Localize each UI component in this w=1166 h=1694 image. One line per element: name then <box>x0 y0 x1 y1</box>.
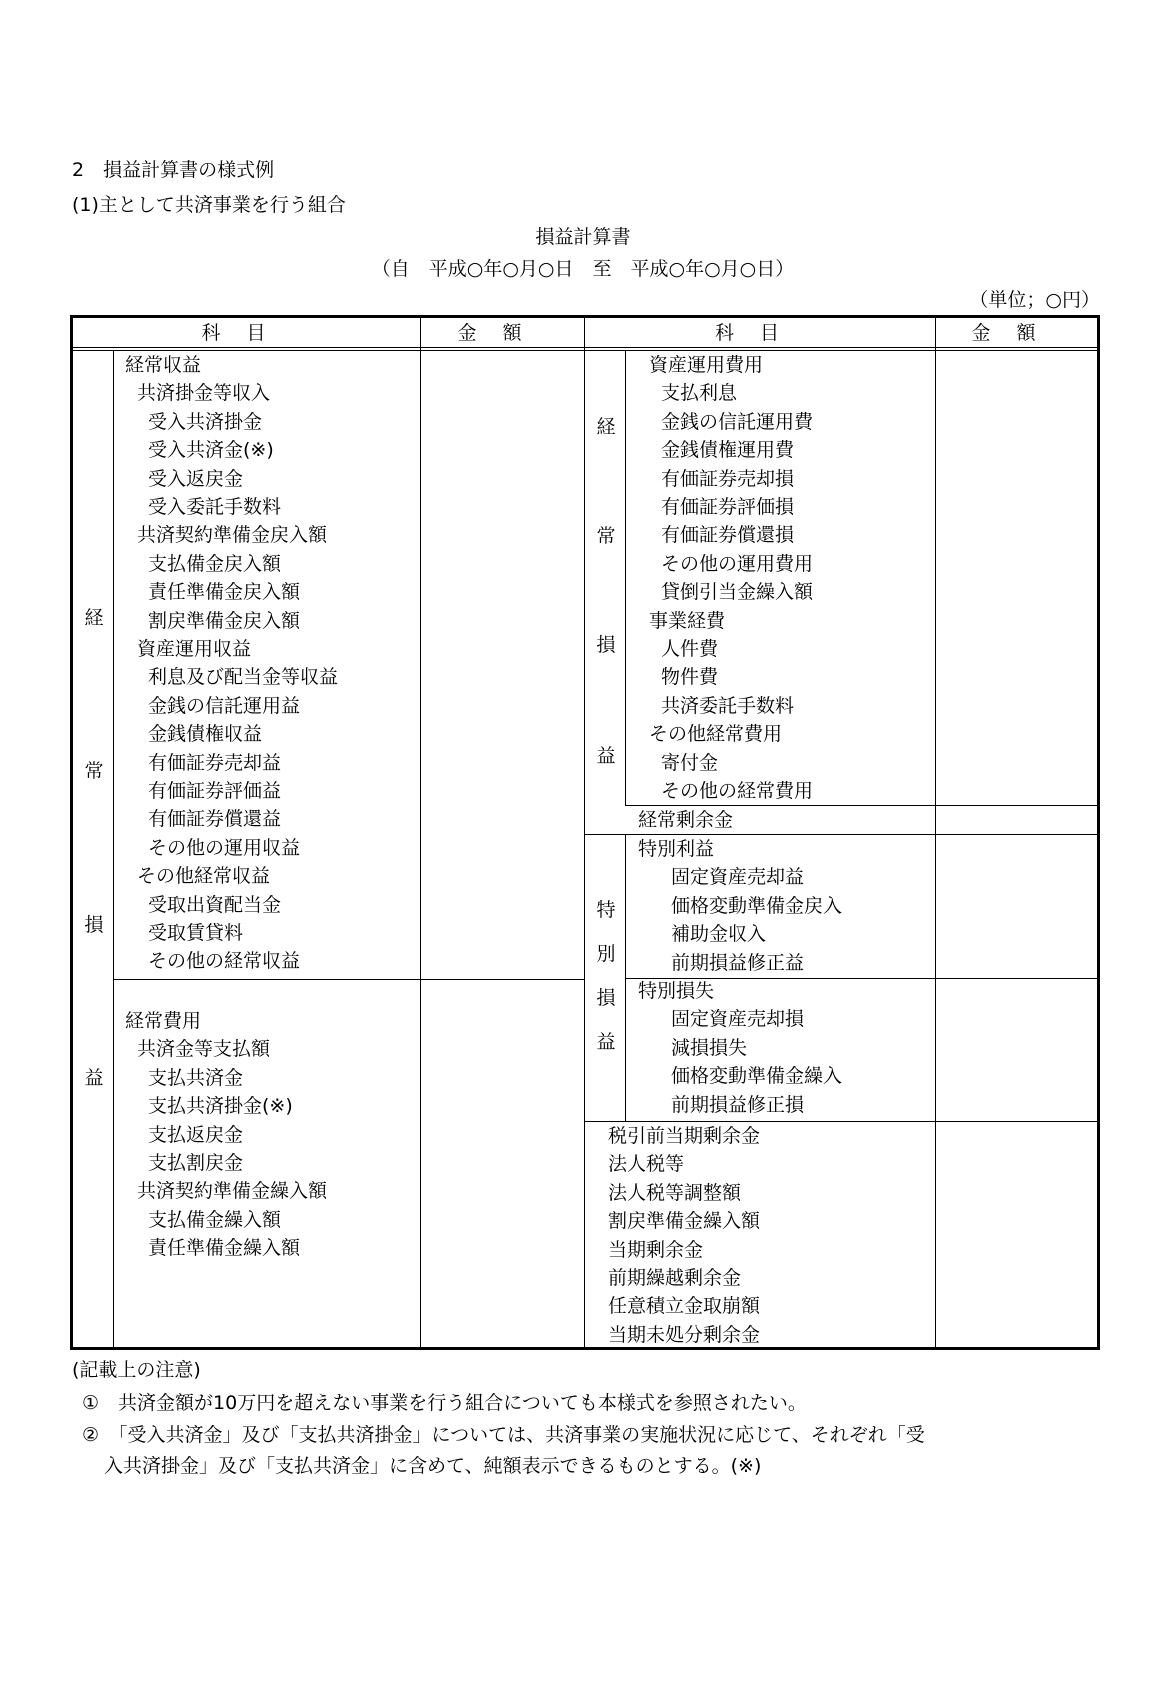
surplus-item: 法人税等 <box>608 1153 685 1176</box>
special-loss-item: 固定資産売却損 <box>671 1008 805 1031</box>
revenue-item: 経常収益 <box>125 354 202 376</box>
ordinary-surplus-row: 経常剰余金 <box>638 809 734 831</box>
note-1: ① 共済金額が10万円を超えない事業を行う組合についても本様式を参照されたい。 <box>82 1392 807 1414</box>
revenue-item: 受入共済掛金 <box>148 410 263 433</box>
vertical-label-special-pl: 損 <box>596 987 616 1009</box>
ordinary-expense-item: 共済委託手数料 <box>661 694 795 717</box>
revenue-item: その他の運用収益 <box>148 836 301 859</box>
ordinary-expense-item: 支払利息 <box>661 382 738 405</box>
surplus-item: 割戻準備金繰入額 <box>608 1210 761 1233</box>
ordinary-expense-item: その他の運用費用 <box>661 552 814 575</box>
special-gain-item: 補助金収入 <box>671 923 767 946</box>
ordinary-expense-item: 貸倒引当金繰入額 <box>661 581 814 604</box>
ordinary-expense-item: その他の経常費用 <box>661 780 814 802</box>
vertical-label-special-pl: 特 <box>596 899 616 921</box>
header-amount-right: 金額 <box>971 322 1062 344</box>
vertical-label-ordinary-loss: 常 <box>596 525 616 547</box>
revenue-item: 受取出資配当金 <box>148 893 282 916</box>
ordinary-expense-item: 金銭債権運用費 <box>661 439 795 462</box>
revenue-item: 共済契約準備金戻入額 <box>137 524 328 547</box>
special-gain-item: 特別利益 <box>638 838 715 860</box>
revenue-item: 支払備金戻入額 <box>148 552 282 575</box>
expense-item: 共済金等支払額 <box>137 1038 271 1061</box>
surplus-item: 前期繰越剰余金 <box>608 1267 742 1289</box>
expense-item: 支払共済金 <box>148 1066 244 1089</box>
surplus-item: 税引前当期剰余金 <box>608 1125 761 1147</box>
vertical-label-ordinary-pl: 損 <box>84 914 104 936</box>
expense-item: 支払返戻金 <box>148 1123 244 1146</box>
revenue-item: 有価証券売却益 <box>148 751 282 774</box>
statement-title: 損益計算書 <box>535 226 631 248</box>
revenue-item: 受入委託手数料 <box>148 496 282 518</box>
surplus-item: 当期剰余金 <box>608 1238 704 1261</box>
section-subheading: (1)主として共済事業を行う組合 <box>72 194 346 216</box>
vertical-label-special-pl: 別 <box>596 943 616 965</box>
vertical-label-ordinary-pl: 益 <box>84 1067 104 1089</box>
ordinary-expense-item: 事業経費 <box>649 609 726 632</box>
revenue-item: 受入共済金(※) <box>148 439 274 462</box>
surplus-item: 法人税等調整額 <box>608 1181 742 1204</box>
revenue-item: 受取賃貸料 <box>148 922 244 944</box>
special-loss-item: 特別損失 <box>638 980 715 1002</box>
statement-period: （自 平成○年○月○日 至 平成○年○月○日） <box>371 258 795 280</box>
special-loss-item: 前期損益修正損 <box>671 1093 805 1116</box>
expense-item: 共済契約準備金繰入額 <box>137 1180 328 1203</box>
ordinary-expense-item: 寄付金 <box>661 751 719 774</box>
expense-item: 支払備金繰入額 <box>148 1208 282 1231</box>
header-subject-left: 科目 <box>201 322 292 344</box>
special-loss-item: 減損損失 <box>671 1036 748 1059</box>
surplus-item: 当期未処分剰余金 <box>608 1323 761 1346</box>
special-gain-item: 固定資産売却益 <box>671 866 805 889</box>
ordinary-expense-item: 物件費 <box>661 666 719 689</box>
revenue-item: 金銭債権収益 <box>148 723 263 746</box>
revenue-item: 受入返戻金 <box>148 467 244 490</box>
expense-item: 責任準備金繰入額 <box>148 1237 301 1260</box>
revenue-item: 利息及び配当金等収益 <box>148 666 339 689</box>
ordinary-expense-item: その他経常費用 <box>649 723 783 746</box>
surplus-item: 任意積立金取崩額 <box>608 1295 761 1318</box>
special-gain-item: 価格変動準備金戻入 <box>671 894 843 917</box>
ordinary-expense-item: 金銭の信託運用費 <box>661 410 814 433</box>
vertical-label-special-pl: 益 <box>596 1031 616 1053</box>
ordinary-expense-item: 有価証券評価損 <box>661 496 795 518</box>
note-2-continued: 入共済掛金」及び「支払共済金」に含めて、純額表示できるものとする。(※) <box>104 1455 762 1477</box>
revenue-item: 資産運用収益 <box>137 638 252 660</box>
revenue-item: 有価証券評価益 <box>148 780 282 802</box>
header-amount-left: 金額 <box>457 322 548 344</box>
revenue-item: その他経常収益 <box>137 865 271 888</box>
ordinary-expense-item: 有価証券売却損 <box>661 467 795 490</box>
vertical-label-ordinary-pl: 経 <box>84 607 104 629</box>
vertical-label-ordinary-loss: 経 <box>596 416 616 438</box>
revenue-item: 責任準備金戻入額 <box>148 581 301 604</box>
revenue-item: 共済掛金等収入 <box>137 382 271 405</box>
revenue-item: 金銭の信託運用益 <box>148 694 301 717</box>
unit-label: （単位；○円） <box>969 289 1100 311</box>
ordinary-expense-item: 人件費 <box>661 638 719 660</box>
expense-item: 支払割戻金 <box>148 1152 244 1174</box>
section-heading: 2 損益計算書の様式例 <box>72 159 275 181</box>
special-gain-item: 前期損益修正益 <box>671 951 805 974</box>
expense-item: 経常費用 <box>125 1010 202 1032</box>
special-loss-item: 価格変動準備金繰入 <box>671 1065 843 1088</box>
header-subject-right: 科目 <box>714 322 805 344</box>
note-2: ② 「受入共済金」及び「支払共済掛金」については、共済事業の実施状況に応じて、それぞれ「受 <box>82 1424 925 1446</box>
vertical-label-ordinary-pl: 常 <box>84 760 104 782</box>
vertical-label-ordinary-loss: 損 <box>596 634 616 656</box>
revenue-item: 割戻準備金戻入額 <box>148 609 301 632</box>
vertical-label-ordinary-loss: 益 <box>596 745 616 767</box>
revenue-item: 有価証券償還益 <box>148 808 282 831</box>
ordinary-expense-item: 資産運用費用 <box>649 354 764 376</box>
ordinary-expense-item: 有価証券償還損 <box>661 524 795 547</box>
expense-item: 支払共済掛金(※) <box>148 1095 293 1118</box>
notes-title: (記載上の注意) <box>72 1359 201 1381</box>
revenue-item: その他の経常収益 <box>148 950 301 973</box>
